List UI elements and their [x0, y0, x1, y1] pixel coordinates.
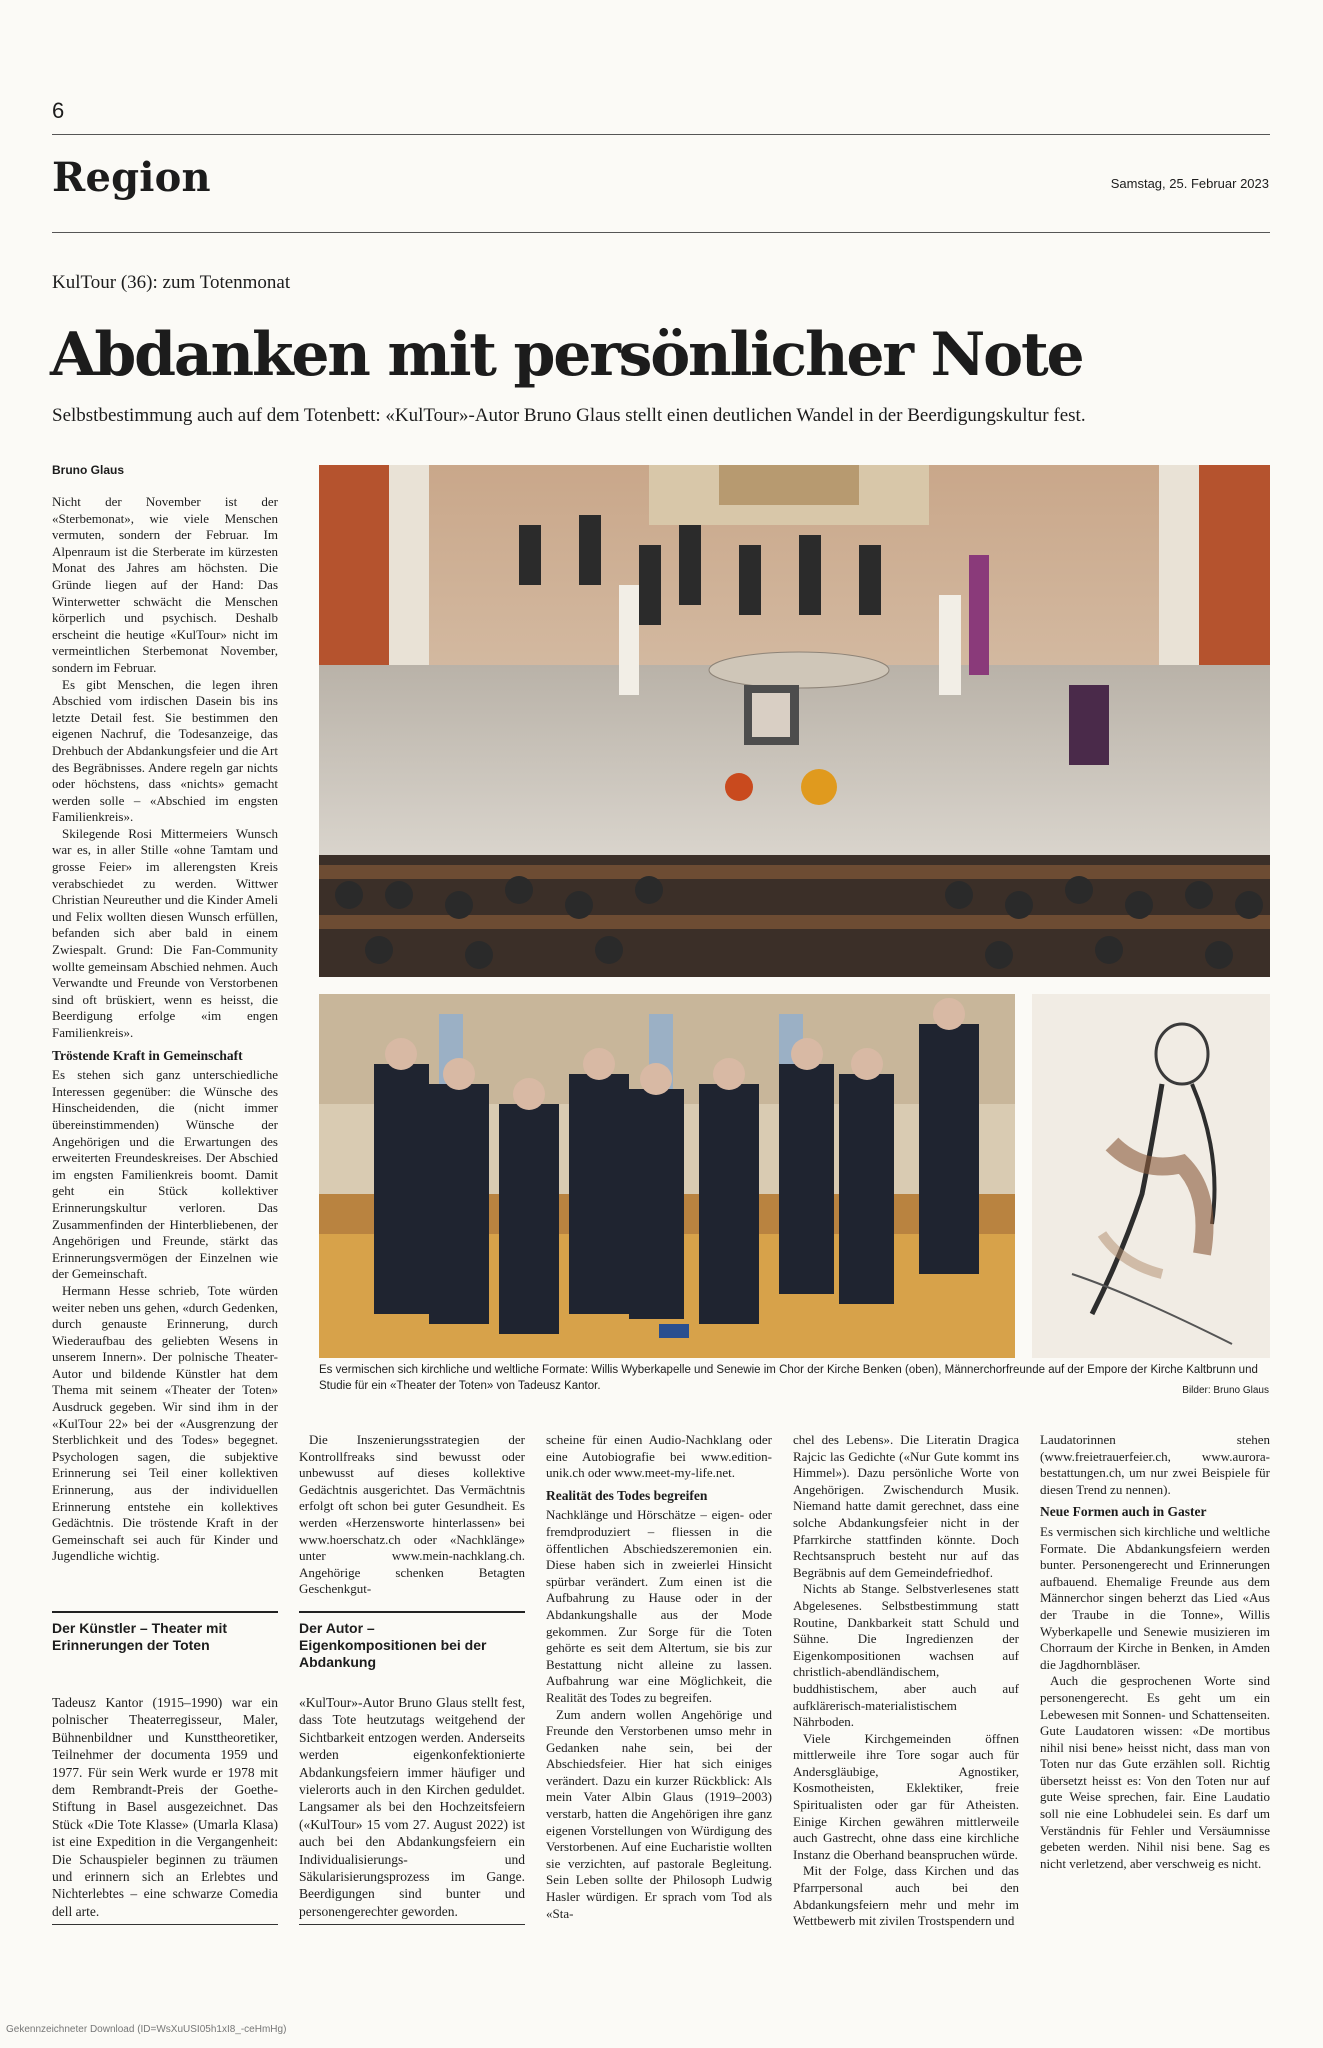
- article-author: Bruno Glaus: [52, 463, 125, 477]
- church-photo-illustration: [319, 465, 1270, 977]
- photo-maennerchor-kaltbrunn: [319, 994, 1015, 1358]
- photo-credit: Bilder: Bruno Glaus: [1182, 1385, 1269, 1396]
- photo-kantor-study: [1032, 994, 1270, 1358]
- info-box-text: Tadeusz Kantor (1915–1990) war ein polnischer Theaterregisseur, Maler, Bühnenbildner und Kunsttheoretiker, Teilnehmer der documenta 1959 und 1977. Für sein Werk wurde er 1978 mit dem Rembrandt-Preis der Goethe-Stiftung in Basel ausgezeichnet. Das Stück «Die Tote Klasse» (Umarla Klasa) ist eine Expedition in die Vergangenheit: Die Schauspieler beginnen zu träumen und erinnern sich an Erlebtes und Nichterlebtes – eine schwarze Comedia dell arte.: [52, 1695, 278, 1919]
- header-rule-bottom: [52, 232, 1270, 233]
- paragraph: Zum andern wollen Angehörige und Freunde den Verstorbenen umso mehr in Gedanken nahe sein, bei der Abschiedsfeier. Hier hat sich einiges verändert. Dazu ein kurzer Rückblick: Als mein Vater Albin Glaus (1919–2003) verstarb, hatten die Angehörigen ihre ganz eigenen Vorstellungen von Würdigung des Verstorbenen. Auf eine Eucharistie wollten sie verzichten, auf pastorale Begleitung. Sein Leben sollte der Philosoph Ludwig Hasler würdigen. Er sprach vom Tod als «Sta-: [546, 1706, 772, 1921]
- photo-caption: Es vermischen sich kirchliche und weltliche Formate: Willis Wyberkapelle und Senewie im Chor der Kirche Benken (oben), Männerchorfreunde auf der Empore der Kirche Kaltbrunn und Studie für ein «Theater der Toten» von Tadeusz Kantor.: [319, 1364, 1258, 1392]
- article-kicker: KulTour (36): zum Totenmonat: [52, 272, 291, 293]
- download-watermark: Gekennzeichneter Download (ID=WsXuUSI05h1xI8_-ceHmHg): [6, 2024, 287, 2035]
- info-box-artist-text: [52, 1694, 278, 1920]
- subheading: Realität des Todes begreifen: [546, 1487, 708, 1503]
- page-number: 6: [52, 98, 65, 123]
- paragraph: Nichts ab Stange. Selbstverlesenes statt Abgelesenes. Selbstbestimmung statt Routine, Dankbarkeit statt Schuld und Sühne. Die Ingredienzen der Eigenkompositionen wachsen auf christlich-abendländischem, buddhistischem, aber auch auf aufklärerisch-materialistischem Nährboden.: [793, 1581, 1019, 1730]
- text-column-1: [52, 494, 278, 1569]
- paragraph: Nachklänge und Hörschätze – eigen- oder fremdproduziert – fliessen in die öffentlichen Abschiedszeremonien ein. Diese haben sich in zweierlei Hinsicht spürbar verändert. Zum einen ist die Aufbahrung zu Hause oder in der Abdankungshalle aus der Mode gekommen. Zur Sorge für die Toten gehörte es seit dem Altertum, sie bis zur Bestattung nicht alleine zu lassen. Aufbahrung war eine Möglichkeit, die Realität des Todes zu begreifen.: [546, 1507, 772, 1705]
- paragraph: scheine für einen Audio-Nachklang oder eine Autobiografie bei www.edition-unik.ch oder www.meet-my-life.net.: [546, 1432, 772, 1481]
- info-box-artist-end: [52, 1924, 278, 1925]
- sketch-illustration: [1032, 994, 1270, 1358]
- section-title: Region: [52, 154, 211, 201]
- paragraph: Mit der Folge, dass Kirchen und das Pfarrpersonal auch bei den Abdankungsfeiern mehr und mehr im Wettbewerb mit zivilen Trostspendern und: [793, 1863, 1019, 1929]
- header-rule-top: [52, 134, 1270, 135]
- paragraph: Es gibt Menschen, die legen ihren Abschied vom irdischen Dasein bis ins letzte Detail fest. Sie bestimmen den eigenen Nachruf, die Todesanzeige, das Drehbuch der Abdankungsfeier und die Art des Begräbnisses. Andere regeln gar nichts oder höchstens, dass «nichts» gemacht werden solle – «Abschied im engsten Familienkreis».: [52, 676, 278, 825]
- info-box-artist-rule: [52, 1611, 278, 1613]
- paragraph: Auch die gesprochenen Worte sind personengerecht. Es geht um ein Lebewesen mit Sonnen- und Schattenseiten. Gute Laudatoren wissen: «De mortibus nihil nisi bene» heisst nicht, dass man von Toten nur das Gute erzählen soll. Richtig übersetzt heisst es: Von den Toten nur auf gute Weise sprechen, fair. Eine Laudatio soll nie eine Lobhudelei sein. Es darf um Verständnis für Fehler und Versäumnisse gebeten werden. Nihil nisi bene. Sag es nicht verletzend, aber verschweig es nicht.: [1040, 1673, 1270, 1871]
- info-box-author-end: [299, 1924, 525, 1925]
- info-box-author-text: [299, 1694, 525, 1920]
- photo-church-benken: [319, 465, 1270, 977]
- subheading: Neue Formen auch in Gaster: [1040, 1504, 1207, 1520]
- info-box-text: «KulTour»-Autor Bruno Glaus stellt fest, dass Tote heutzutags weitgehend der Sichtbarkeit entzogen werden. Anderseits werden eigenkonfektionierte Abdankungsfeiern immer häufiger und vielerorts auch in den Kirchen geduldet. Langsamer als bei den Hochzeitsfeiern («KulTour» 15 vom 27. August 2022) ist auch bei den Abdankungsfeiern ein Individualisierungs- und Säkularisierungsprozess im Gange. Beerdigungen sind bunter und personengerechter geworden.: [299, 1695, 525, 1919]
- paragraph: Es vermischen sich kirchliche und weltliche Formate. Die Abdankungsfeiern werden bunter. Personengerecht und Erinnerungen aufbauend. Ehemalige Freunde aus dem Männerchor singen beherzt das Lied «Aus der Traube in die Tonne», Willis Wyberkapelle und Senewie musizieren im Chorraum der Kirche in Benken, in Amden die Jagdhornbläser.: [1040, 1523, 1270, 1672]
- paragraph: chel des Lebens». Die Literatin Dragica Rajcic las Gedichte («Nur Gute kommt ins Himmel»). Dazu persönliche Worte von Angehörigen. Zwischendurch Musik. Niemand hatte damit gerechnet, dass eine solche Abdankungsfeier nicht in der Pfarrkirche stattfinden könnte. Doch Rechtsanspruch besteht nur auf das Begräbnis auf dem Gemeindefriedhof.: [793, 1432, 1019, 1580]
- subheading: Tröstende Kraft in Gemeinschaft: [52, 1047, 243, 1063]
- article-headline: Abdanken mit persönlicher Note: [50, 320, 1083, 390]
- paragraph: Hermann Hesse schrieb, Tote würden weiter neben uns gehen, «durch Gedenken, durch genauste Erinnerung, durch Wiederaufbau des geliebten Wesens in unserem Innern». Der polnische Theater-Autor und bildende Künstler hat dem Thema mit seinem «Theater der Toten» Ausdruck gegeben. Wir sind ihm in der «KulTour 22» bei der «Ausgrenzung der Sterblichkeit und des Todes» begegnet. Psychologen sagen, die subjektive Erinnerung sei Teil einer kollektiven Erinnerung, aus der individuellen Erinnerung entstehe ein kollektives Gedächtnis. Die tröstende Kraft in der Gemeinschaft sei auch für Kinder und Jugendliche wichtig.: [52, 1282, 278, 1564]
- choir-photo-illustration: [319, 994, 1015, 1358]
- info-box-author-title: Der Autor – Eigenkompositionen bei der Abdankung: [299, 1620, 487, 1670]
- text-column-2: [299, 1432, 525, 1632]
- info-box-author-rule: [299, 1611, 525, 1613]
- text-column-3: [546, 1432, 772, 1932]
- issue-date: Samstag, 25. Februar 2023: [1110, 176, 1269, 191]
- paragraph: Es stehen sich ganz unterschiedliche Interessen gegenüber: die Wünsche des Hinscheidenden, die (nicht immer übereinstimmenden) Wünsche der Angehörigen und die Erwartungen des erweiterten Freundeskreises. Der Abschied im engsten Familienkreis boomt. Damit geht ein Stück kollektiver Erinnerungskultur verloren. Das Zusammenfinden der Hinterbliebenen, der Angehörigen und Freunde, stärkt das Erinnerungsvermögen der Einzelnen wie der Gemeinschaft.: [52, 1067, 278, 1282]
- text-column-5: [1040, 1432, 1270, 1932]
- text-column-4: [793, 1432, 1019, 1932]
- paragraph: Die Inszenierungsstrategien der Kontrollfreaks sind bewusst oder unbewusst auf dieses kollektive Gedächtnis ausgerichtet. Das Vermächtnis erfolgt oft schon bei guter Gesundheit. Es werden «Herzensworte hinterlassen» bei www.hoerschatz.ch oder «Nachklänge» unter www.mein-nachklang.ch. Angehörige schenken Betagten Geschenkgut-: [299, 1432, 525, 1597]
- paragraph: Laudatorinnen stehen (www.freietrauerfeier.ch, www.aurora-bestattungen.ch, um nur zwei Beispiele für diesen Trend zu nennen).: [1040, 1432, 1270, 1497]
- paragraph: Viele Kirchgemeinden öffnen mittlerweile ihre Tore sogar auch für Andersgläubige, Agnostiker, Kosmotheisten, Eklektiker, freie Spiritualisten oder gar für Atheisten. Einige Kirchen gewähren mittlerweile auch Gastrecht, ohne dass eine kirchliche Instanz die Oberhand beanspruchen würde.: [793, 1730, 1019, 1862]
- article-lead: Selbstbestimmung auch auf dem Totenbett: «KulTour»-Autor Bruno Glaus stellt einen deutlichen Wandel in der Beerdigungskultur fest.: [52, 405, 1086, 426]
- info-box-artist-title: Der Künstler – Theater mit Erinnerungen der Toten: [52, 1620, 228, 1653]
- paragraph: Skilegende Rosi Mittermeiers Wunsch war es, in aller Stille «ohne Tamtam und grosse Feier» im allerengsten Kreis verabschiedet zu werden. Wittwer Christian Neureuther und die Kinder Ameli und Felix wollten diesen Wunsch erfüllen, befanden sich aber bald in einem Zwiespalt. Grund: Die Fan-Community wollte gemeinsam Abschied nehmen. Auch Verwandte und Freunde von Verstorbenen sind oft brüskiert, wenn es heisst, die Beerdigung erfolge «im engen Familienkreis».: [52, 825, 278, 1040]
- paragraph: Nicht der November ist der «Sterbemonat», wie viele Menschen vermuten, sondern der Februar. Im Alpenraum ist die Sterberate im kürzesten Monat des Jahres am höchsten. Die Gründe liegen auf der Hand: Das Winterwetter schwächt die Menschen körperlich und psychisch. Deshalb erscheint die heutige «KulTour» nicht im vermeintlichen Sterbemonat November, sondern im Februar.: [52, 494, 278, 675]
